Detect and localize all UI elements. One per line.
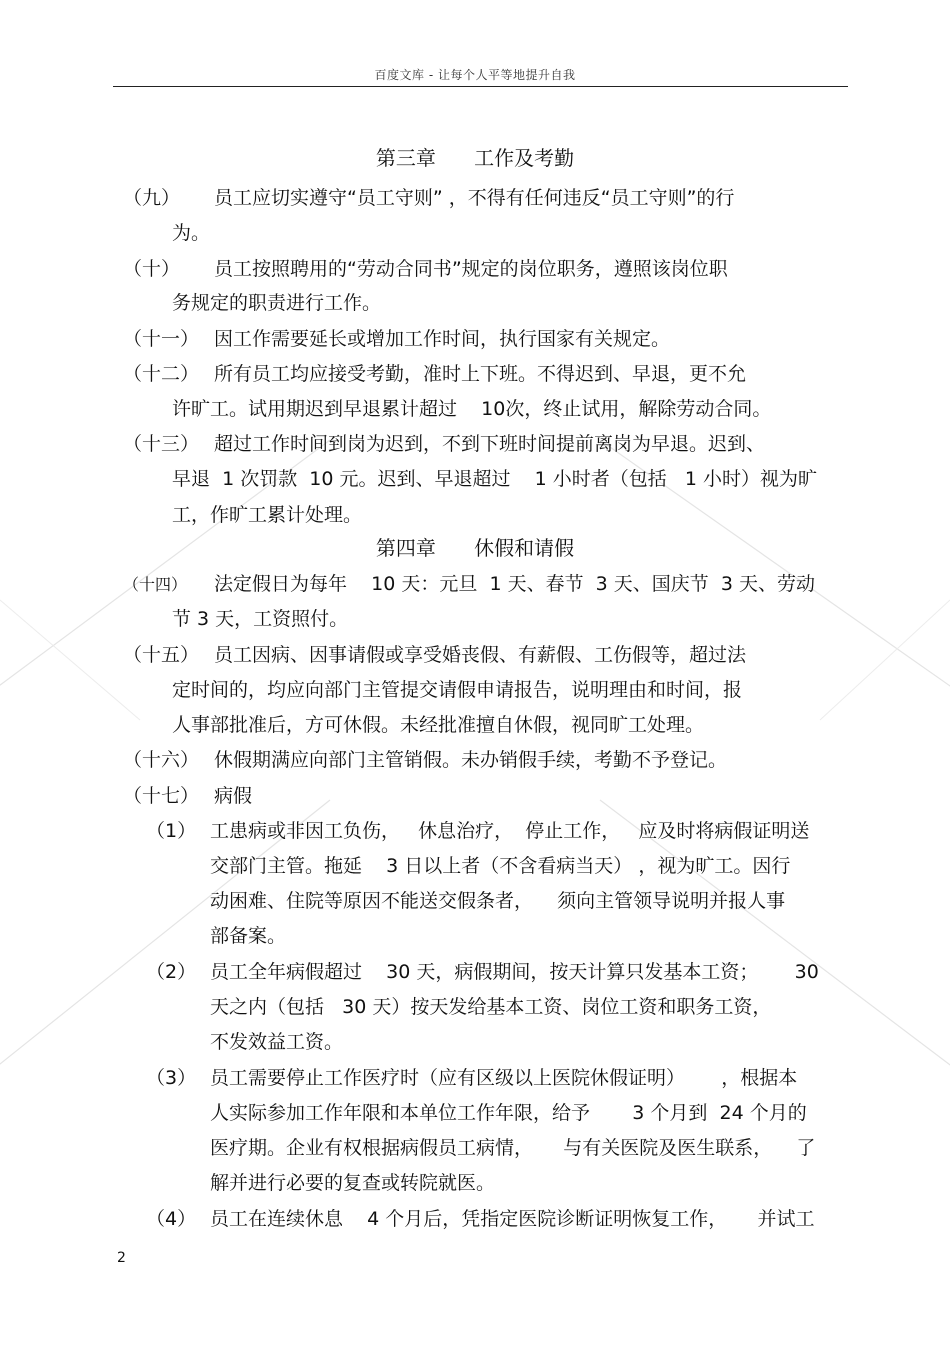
article-line: 为。 — [172, 222, 211, 244]
item-label: （4） — [146, 1208, 197, 1230]
article-line: 病假 — [214, 785, 253, 807]
item-line: 天之内（包括 30 天）按天发给基本工资、岗位工资和职务工资， — [210, 996, 772, 1018]
article-line: 早退 1 次罚款 10 元。迟到、早退超过 1 小时者（包括 1 小时）视为旷 — [172, 468, 818, 490]
article-line: 人事部批准后，方可休假。未经批准擅自休假，视同旷工处理。 — [172, 714, 705, 736]
chapter-three-title: 第三章 工作及考勤 — [375, 146, 575, 170]
article-label: （十三） — [123, 433, 200, 455]
article-line: 休假期满应向部门主管销假。未办销假手续，考勤不予登记。 — [214, 749, 728, 771]
article-line: 节 3 天，工资照付。 — [172, 608, 349, 630]
article-line: 定时间的，均应向部门主管提交请假申请报告，说明理由和时间，报 — [172, 679, 743, 701]
article-label: （十六） — [123, 749, 200, 771]
article-line: 所有员工均应接受考勤，准时上下班。不得迟到、早退，更不允 — [214, 363, 747, 385]
article-line: 因工作需要延长或增加工作时间，执行国家有关规定。 — [214, 328, 671, 350]
item-line: 动困难、住院等原因不能送交假条者， 须向主管领导说明并报人事 — [210, 890, 786, 912]
item-line: 员工在连续休息 4 个月后，凭指定医院诊断证明恢复工作， 并试工 — [210, 1208, 815, 1230]
article-label: （十一） — [123, 328, 200, 350]
item-label: （1） — [146, 820, 197, 842]
article-line: 员工因病、因事请假或享受婚丧假、有薪假、工伤假等，超过法 — [214, 644, 747, 666]
page-number: 2 — [117, 1250, 126, 1266]
item-line: 不发效益工资。 — [210, 1031, 344, 1053]
item-line: 员工全年病假超过 30 天，病假期间，按天计算只发基本工资； 30 — [210, 961, 819, 983]
item-label: （2） — [146, 961, 197, 983]
item-line: 人实际参加工作年限和本单位工作年限，给予 3 个月到 24 个月的 — [210, 1102, 807, 1124]
item-line: 部备案。 — [210, 925, 287, 947]
article-label: （九） — [123, 187, 181, 209]
item-line: 交部门主管。拖延 3 日以上者（不含看病当天） ，视为旷工。因行 — [210, 855, 791, 877]
article-label: （十） — [123, 258, 181, 280]
article-line: 务规定的职责进行工作。 — [172, 292, 382, 314]
item-line: 工患病或非因工负伤， 休息治疗， 停止工作， 应及时将病假证明送 — [210, 820, 810, 842]
article-line: 员工应切实遵守“员工守则” ，不得有任何违反“员工守则”的行 — [214, 187, 735, 209]
item-line: 员工需要停止工作医疗时（应有区级以上医院休假证明） ，根据本 — [210, 1067, 798, 1089]
item-label: （3） — [146, 1067, 197, 1089]
running-header: 百度文库 - 让每个人平等地提升自我 — [374, 68, 576, 82]
article-label: （十七） — [123, 785, 200, 807]
article-line: 工，作旷工累计处理。 — [172, 504, 363, 526]
chapter-four-title: 第四章 休假和请假 — [375, 536, 575, 560]
article-line: 法定假日为每年 10 天：元旦 1 天、春节 3 天、国庆节 3 天、劳动 — [214, 573, 815, 595]
article-line: 许旷工。试用期迟到早退累计超过 10次，终止试用，解除劳动合同。 — [172, 398, 772, 420]
item-line: 医疗期。企业有权根据病假员工病情， 与有关医院及医生联系， 了 — [210, 1137, 816, 1159]
article-line: 员工按照聘用的“劳动合同书”规定的岗位职务，遵照该岗位职 — [214, 258, 728, 280]
article-label: （十四） — [123, 575, 188, 594]
item-line: 解并进行必要的复查或转院就医。 — [210, 1172, 496, 1194]
header-rule — [113, 86, 848, 87]
article-label: （十五） — [123, 644, 200, 666]
article-label: （十二） — [123, 363, 200, 385]
article-line: 超过工作时间到岗为迟到，不到下班时间提前离岗为早退。迟到、 — [214, 433, 766, 455]
